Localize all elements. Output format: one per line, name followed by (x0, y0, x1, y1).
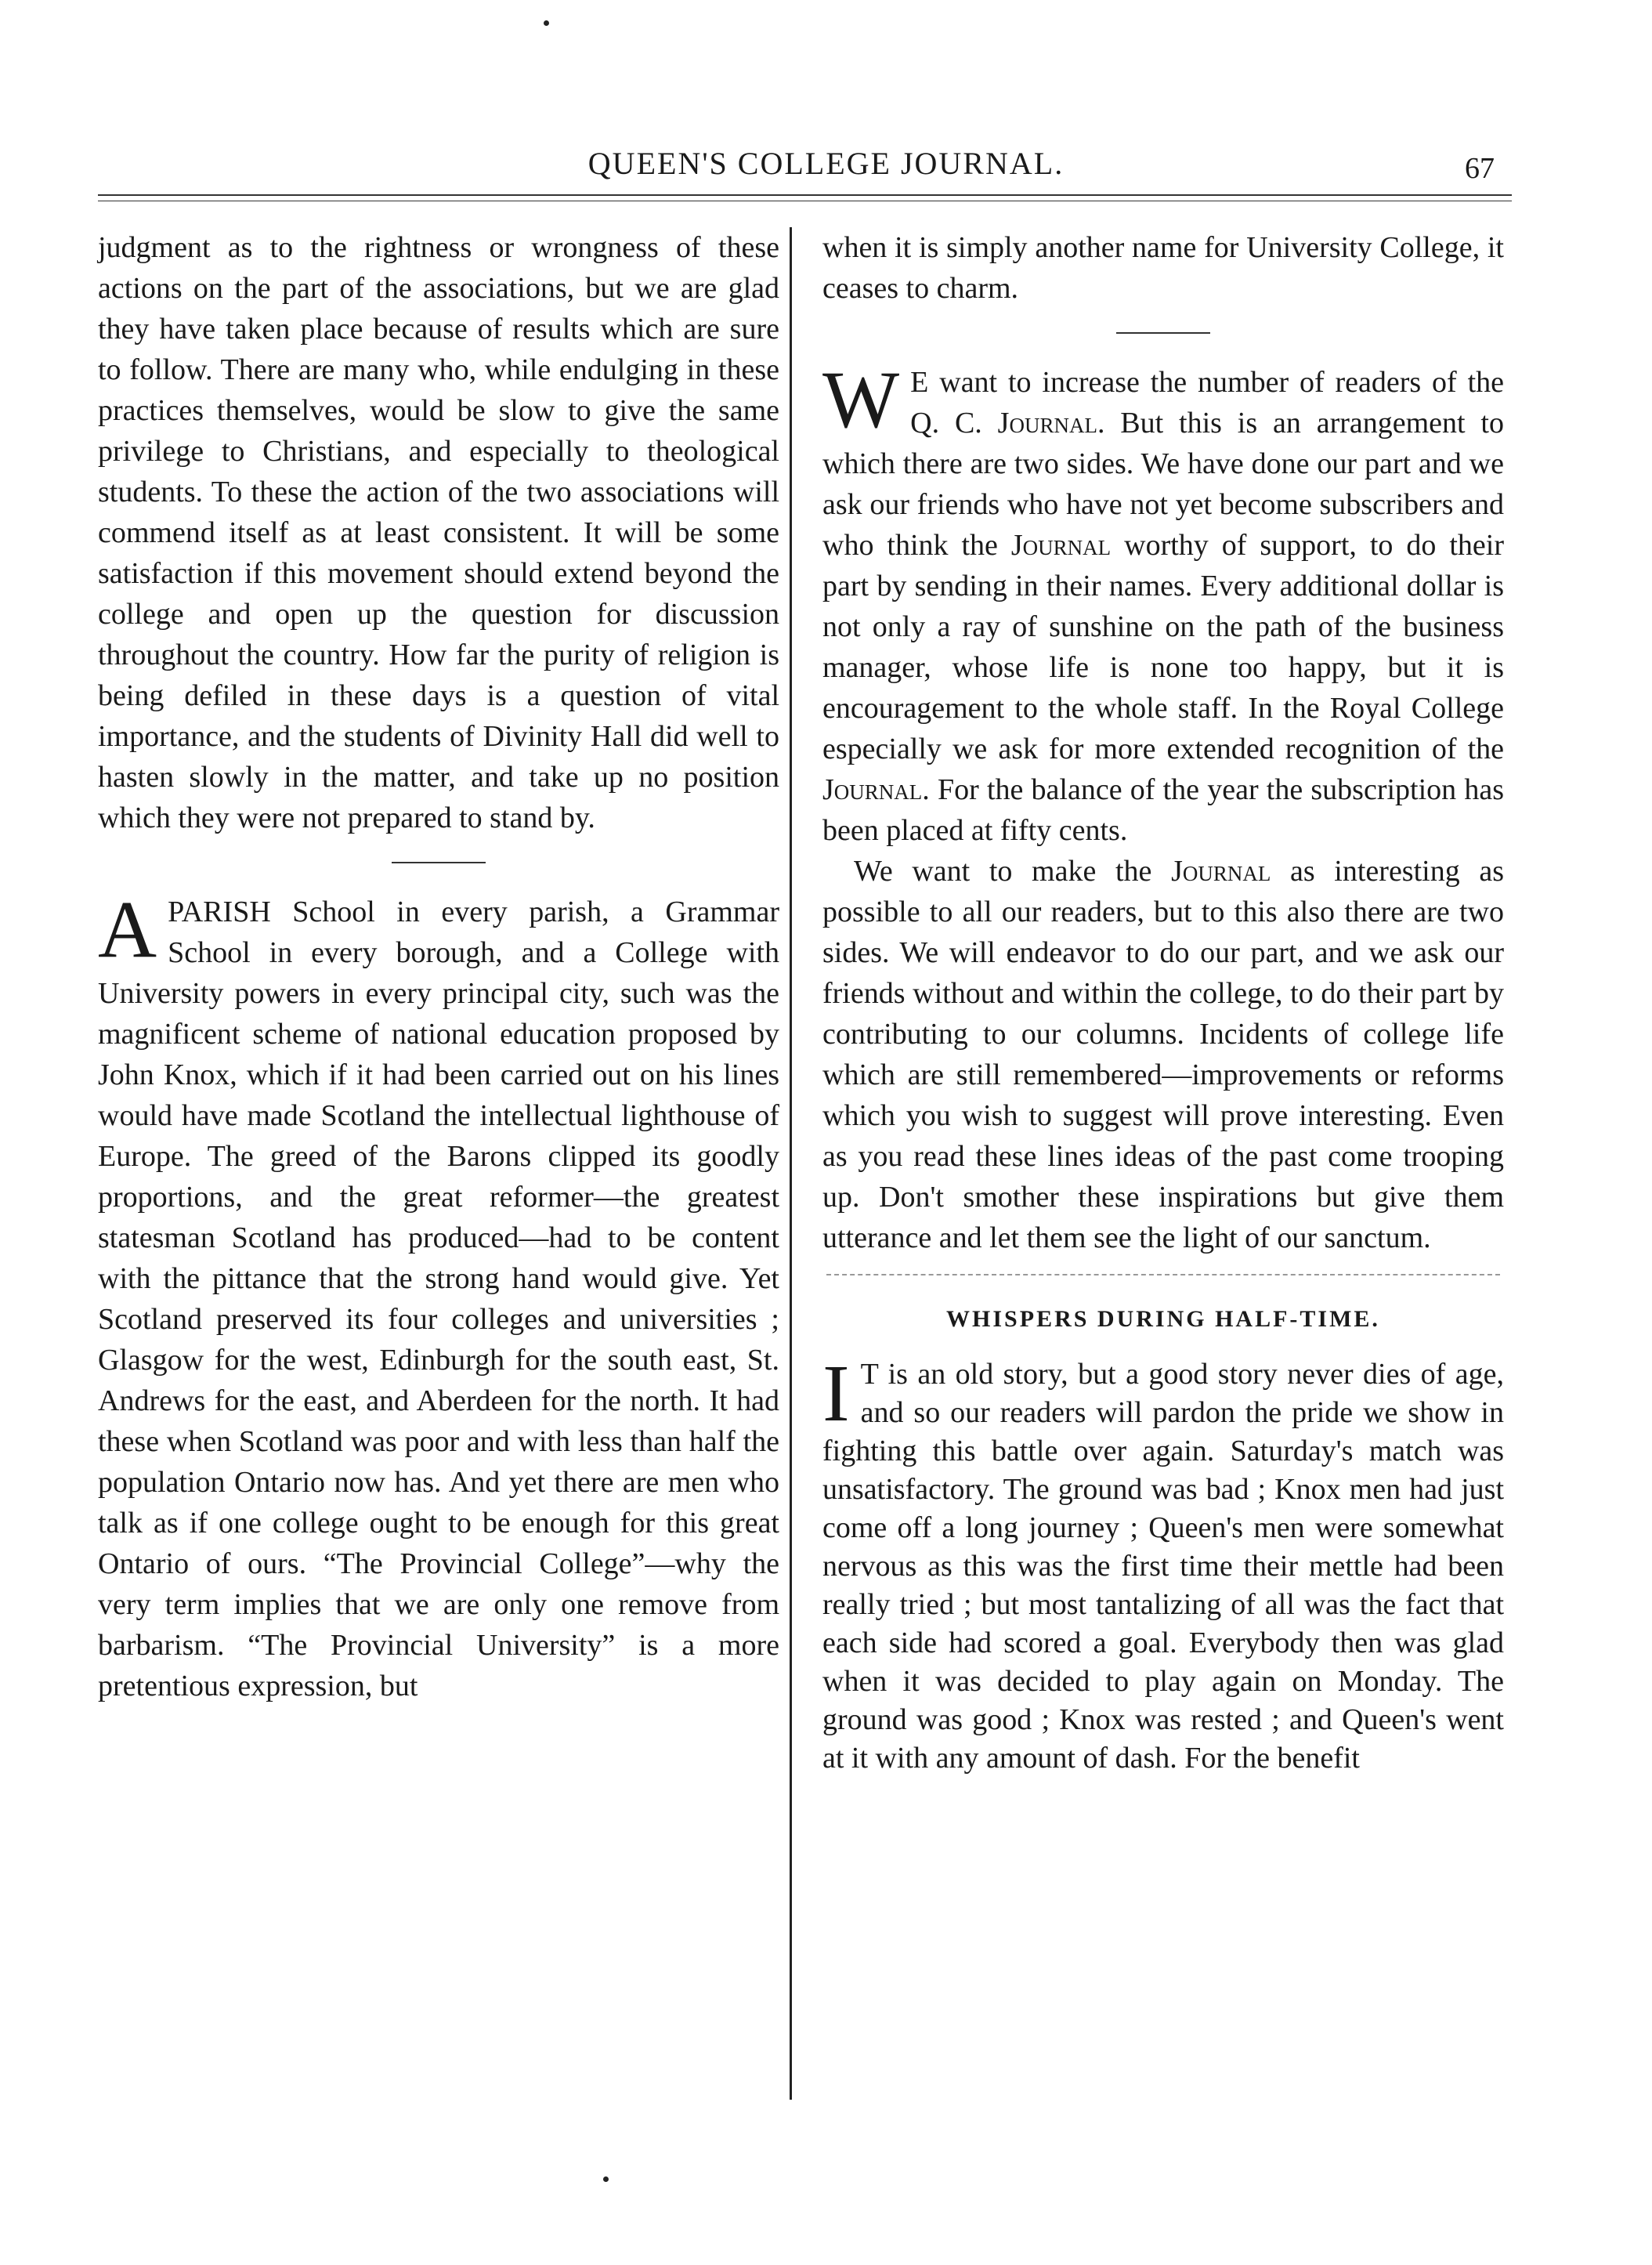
paragraph: T is an old story, but a good story never dies of age, and so our readers will pardon the pride we show in fighting this battle over again. Saturday's match was unsatisfactory. The ground was bad ; Knox men had just come off a long journey ; Queen's men were somewhat nervous as this was the first time their mettle had been really tried ; but most tantalizing of all was the fact that each side had scored a goal. Everybody then was glad when it was decided to play again on Monday. The ground was good ; Knox was rested ; and Queen's went at it with any amount of dash. For the benefit (822, 1358, 1504, 1775)
section-separator (826, 1274, 1500, 1275)
ink-speck (544, 20, 549, 26)
drop-cap: I (822, 1355, 850, 1438)
text-run: worthy of support, to do their part by sending in their names. Every additional dollar is not only a ray of sunshine on the path of the business manager, whose life is none too happy, but it is encouragement to the whole staff. In the Royal College especially we ask for more extended recognition of the (822, 529, 1504, 765)
text-run: E want to increase the number of readers of the Q. C. (910, 366, 1504, 440)
drop-cap: A (98, 892, 157, 975)
right-column (822, 227, 1504, 1778)
paragraph (822, 851, 1504, 1258)
ink-speck (603, 2176, 609, 2182)
page-header (0, 145, 1652, 192)
paragraph: when it is simply another name for University College, it ceases to charm. (822, 231, 1504, 305)
section-separator (392, 862, 486, 863)
journal-word: Journal (822, 773, 923, 806)
text-run: . For the balance of the year the subscription has been placed at fifty cents. (822, 773, 1504, 847)
text-run: as interesting as possible to all our readers, but to this also there are two sides. We will endeavor to do our part, and we ask our friends without and within the college, to do their part by contributing to our columns. Incidents of college life which are still remembered—improvements or reforms which you wish to suggest will prove interesting. Even as you read these lines ideas of the past come trooping up. Don't smother these inspirations but give them utterance and let them see the light of our sanctum. (822, 855, 1505, 1254)
journal-word: Journal (997, 407, 1097, 440)
article-half-time (822, 1355, 1504, 1778)
section-heading: WHISPERS DURING HALF-TIME. (946, 1306, 1380, 1332)
running-title: QUEEN'S COLLEGE JOURNAL. (587, 146, 1065, 181)
journal-word: Journal (1171, 855, 1271, 888)
text-run: We want to make the (854, 855, 1172, 888)
paragraph: PARISH School in every parish, a Grammar School in every borough, and a College with University powers in every principal city, such was the magnificent scheme of national education proposed by John Knox, which if it had been carried out on his lines would have made Scotland the intellectual lighthouse of Europe. The greed of the Barons clipped its goodly proportions, and the great reformer—the greatest statesman Scotland has produced—had to be content with the pittance that the strong hand would give. Yet Scotland preserved its four colleges and universities ; Glasgow for the west, Edinburgh for the south east, St. Andrews for the east, and Aberdeen for the north. It had these when Scotland was poor and with less than half the population Ontario now has. And yet there are men who talk as if one college ought to be enough for this great Ontario of ours. “The Provincial College”—why the very term implies that we are only one remove from barbarism. “The Provincial University” is a more pretentious expression, but (98, 896, 779, 1702)
section-separator (1116, 332, 1210, 334)
left-column (98, 227, 779, 1706)
text-run: . But this is an arrangement to which there are two sides. We have done our part and we ask our friends who have not yet become subscribers and who think the (822, 407, 1504, 562)
article-knox (98, 892, 779, 1706)
column-divider (790, 227, 792, 2100)
journal-word: Journal (1010, 529, 1112, 562)
drop-cap: W (822, 362, 900, 445)
header-rule (98, 194, 1512, 196)
article-subscribers (822, 362, 1504, 851)
page-number: 67 (1465, 152, 1495, 185)
paragraph: judgment as to the rightness or wrongness of these actions on the part of the associations, but we are glad they have taken place because of results which are sure to follow. There are many who, while endulging in these practices themselves, would be slow to give the same privilege to Christians, and especially to theological students. To these the action of the two associations will commend itself as at least consistent. It will be some satisfaction if this movement should extend beyond the college and open up the question for discussion throughout the country. How far the purity of religion is being defiled in these days is a question of vital importance, and the students of Divinity Hall did well to hasten slowly in the matter, and take up no position which they were not prepared to stand by. (98, 231, 779, 834)
